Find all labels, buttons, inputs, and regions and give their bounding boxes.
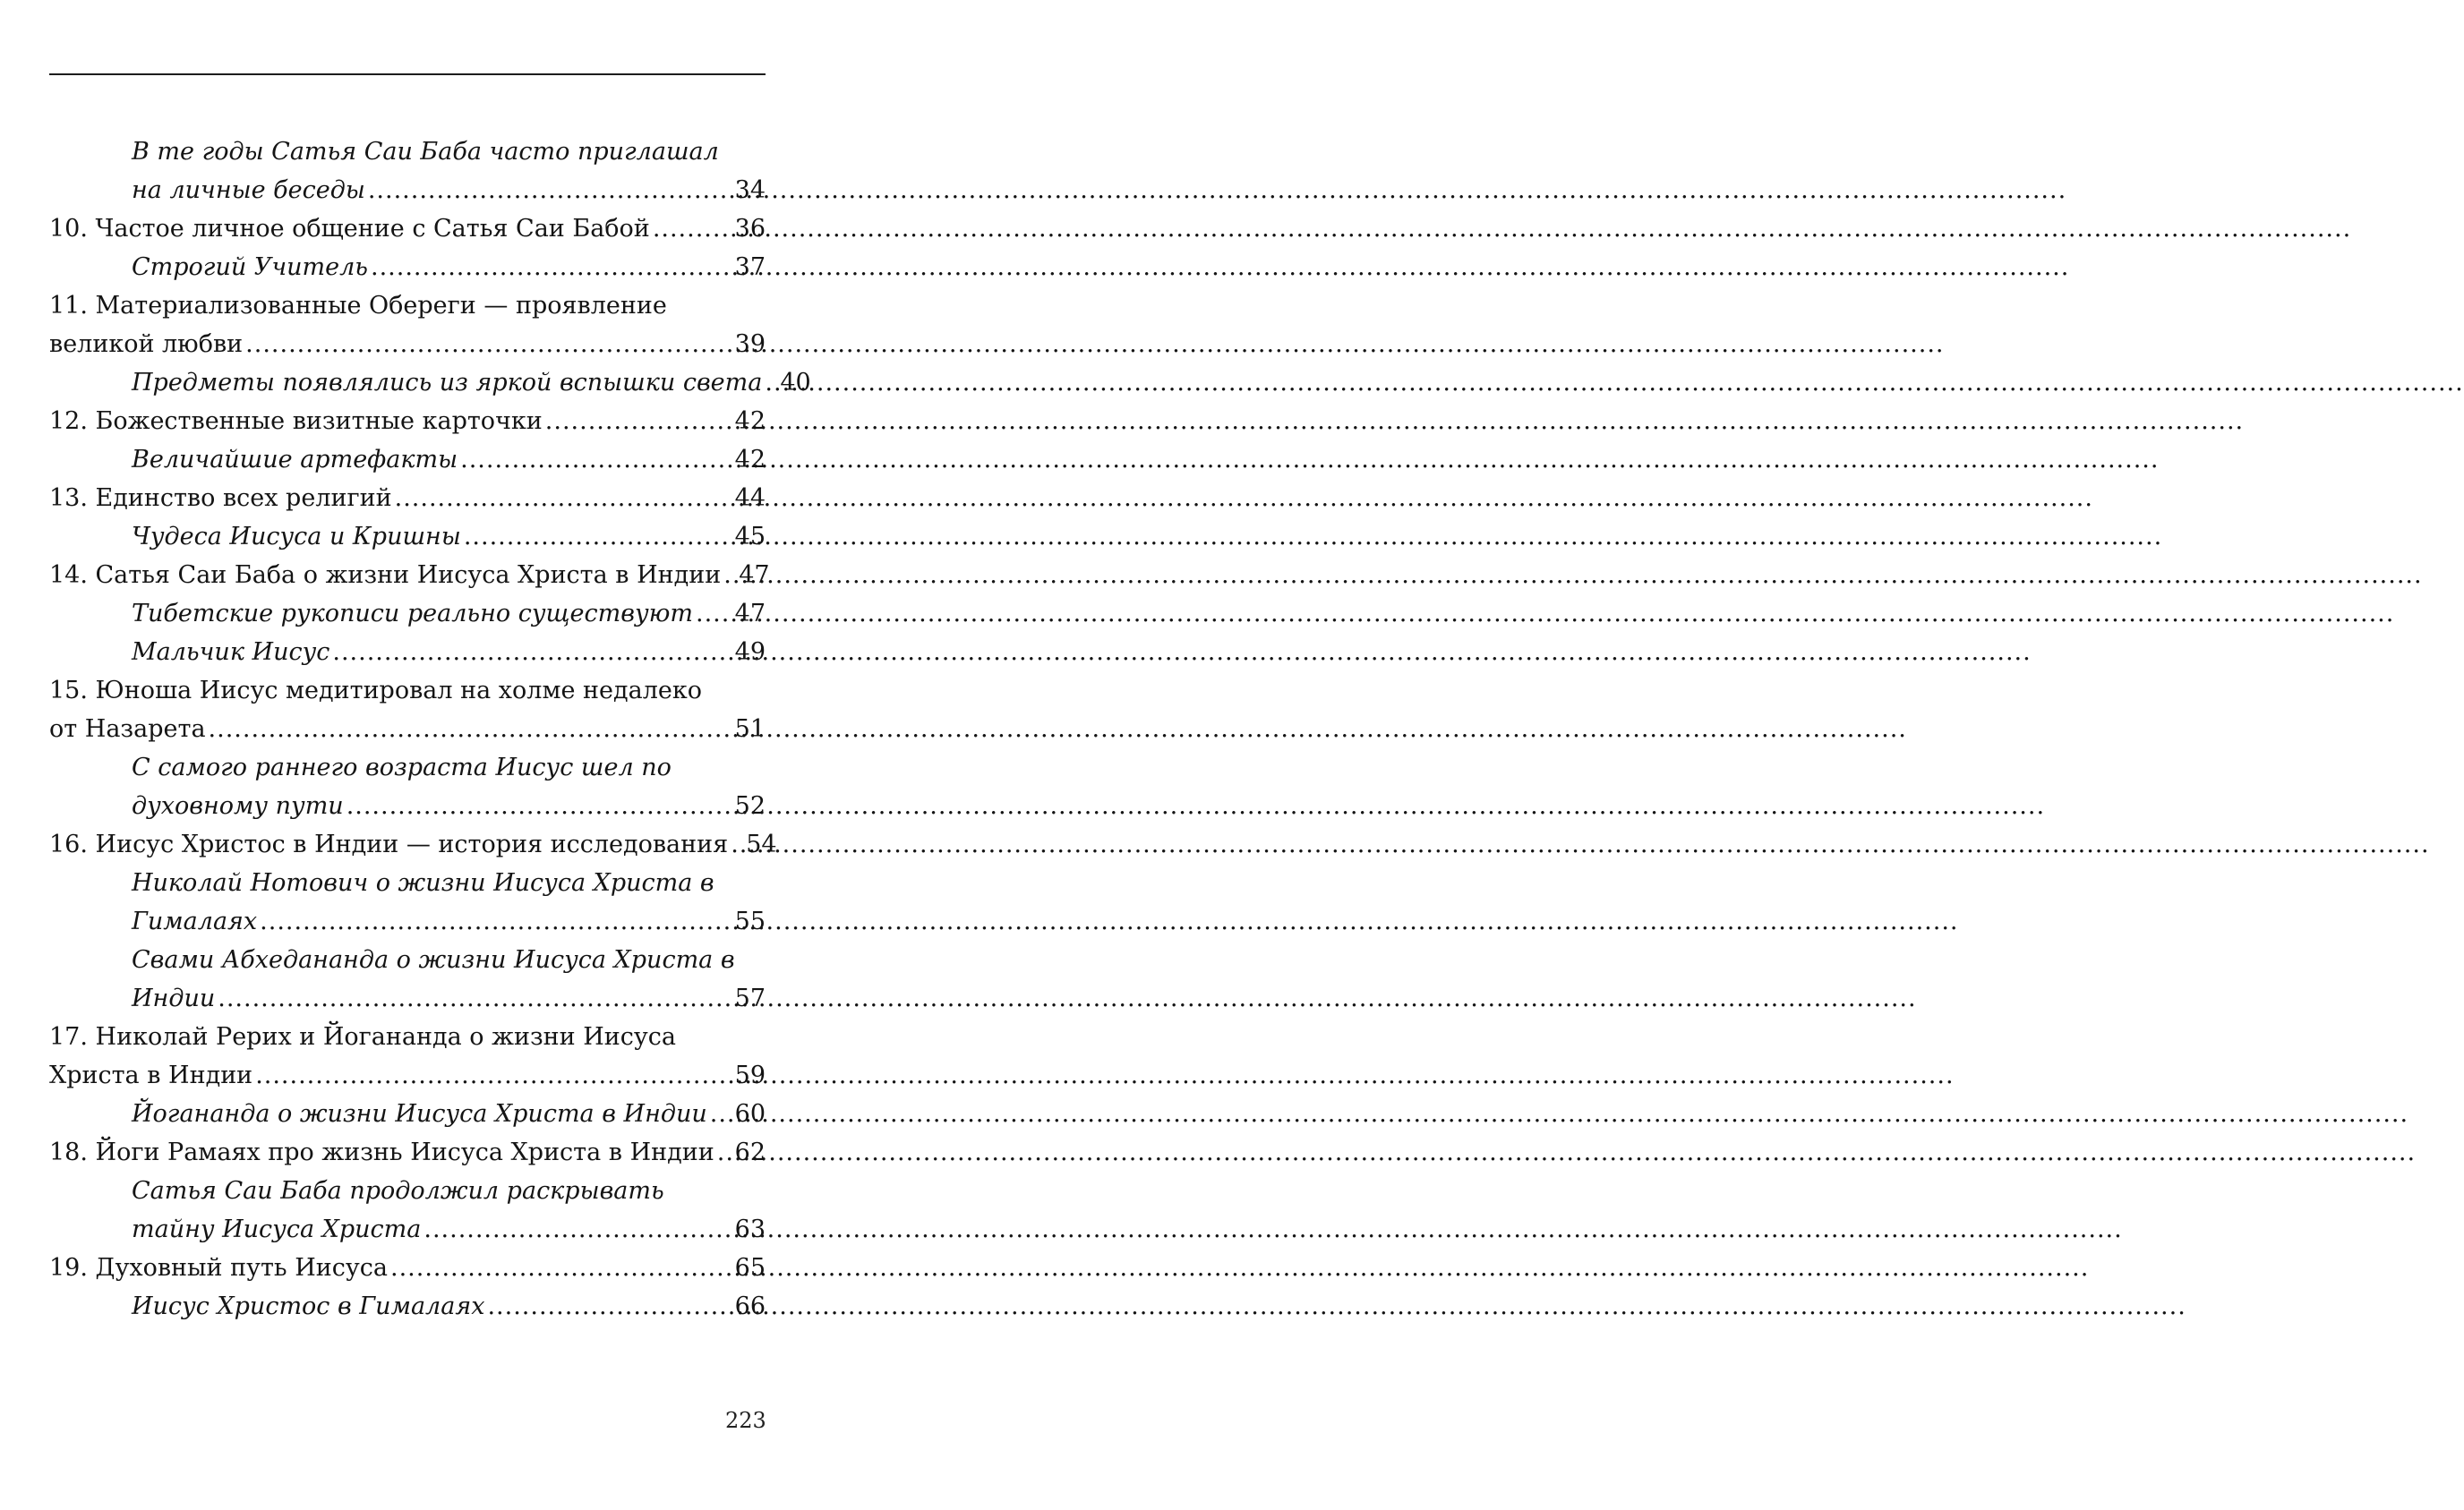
toc-entry-title: Мальчик Иисус xyxy=(132,638,330,666)
dot-leader xyxy=(255,1056,732,1095)
toc-entry-title: Свами Абхедананда о жизни Иисуса Христа в xyxy=(132,946,735,974)
toc-page-number: 44 xyxy=(734,484,766,512)
dot-leader xyxy=(545,402,732,440)
toc-page-number: 47 xyxy=(739,561,770,589)
toc-page-number: 54 xyxy=(746,831,777,858)
toc-entry-title: 11. Материализованные Обереги — проявление xyxy=(49,292,667,320)
toc-line xyxy=(49,363,811,402)
toc-chapter-entry[interactable] xyxy=(49,556,770,594)
toc-entry-title: 18. Йоги Рамаях про жизнь Иисуса Христа в Индии xyxy=(49,1139,714,1166)
toc-page-number: 34 xyxy=(734,176,766,204)
toc-page-number: 59 xyxy=(734,1062,766,1089)
dot-leader xyxy=(487,1287,732,1326)
toc-entry-title: 17. Николай Рерих и Йогананда о жизни Иисуса xyxy=(49,1023,677,1051)
toc-line xyxy=(49,748,766,787)
toc-line xyxy=(49,864,766,902)
toc-subsection-entry[interactable] xyxy=(49,132,766,209)
toc-line xyxy=(49,517,766,556)
toc-subsection-entry[interactable] xyxy=(49,864,766,941)
toc-line xyxy=(49,171,766,209)
toc-page-number: 42 xyxy=(734,446,766,473)
toc-subsection-entry[interactable] xyxy=(49,440,766,479)
toc-page-number: 45 xyxy=(734,523,766,550)
toc-entry-title: Николай Нотович о жизни Иисуса Христа в xyxy=(132,869,714,897)
toc-subsection-entry[interactable] xyxy=(49,748,766,825)
toc-line xyxy=(49,1133,766,1172)
toc-entry-title: С самого раннего возраста Иисус шел по xyxy=(132,754,672,781)
toc-entry-title: Строгий Учитель xyxy=(132,253,368,281)
toc-entry-title: 12. Божественные визитные карточки xyxy=(49,407,543,435)
dot-leader xyxy=(260,902,732,941)
toc-line xyxy=(49,479,766,517)
toc-page-number: 63 xyxy=(734,1216,766,1243)
toc-line xyxy=(49,787,766,825)
toc-entry-title: Иисус Христос в Гималаях xyxy=(132,1292,485,1320)
toc-line xyxy=(49,1056,766,1095)
toc-line xyxy=(49,1249,766,1287)
toc-entry-title: 19. Духовный путь Иисуса xyxy=(49,1254,388,1282)
toc-page-number: 62 xyxy=(734,1139,766,1166)
dot-leader xyxy=(371,248,732,286)
toc-entry-title: духовному пути xyxy=(132,792,344,820)
toc-page-number: 40 xyxy=(780,369,811,397)
toc-line xyxy=(49,248,766,286)
toc-line xyxy=(49,440,766,479)
toc-page-number: 60 xyxy=(734,1100,766,1128)
toc-entry-title: великой любви xyxy=(49,330,244,358)
toc-chapter-entry[interactable] xyxy=(49,479,766,517)
dot-leader xyxy=(346,787,732,825)
toc-entry-title: Индии xyxy=(132,985,216,1012)
dot-leader xyxy=(717,1133,732,1172)
toc-entry-title: Христа в Индии xyxy=(49,1062,253,1089)
toc-entry-title: Чудеса Иисуса и Кришны xyxy=(132,523,461,550)
toc-chapter-entry[interactable] xyxy=(49,286,766,363)
toc-entry-title: от Назарета xyxy=(49,715,206,743)
toc-page-number: 51 xyxy=(734,715,766,743)
toc-line xyxy=(49,1172,766,1210)
dot-leader xyxy=(723,556,736,594)
toc-subsection-entry[interactable] xyxy=(49,633,766,671)
toc-subsection-entry[interactable] xyxy=(49,363,811,402)
header-rule xyxy=(49,73,766,75)
toc-subsection-entry[interactable] xyxy=(49,1172,766,1249)
toc-line xyxy=(49,402,766,440)
toc-subsection-entry[interactable] xyxy=(49,594,766,633)
toc-line xyxy=(49,902,766,941)
toc-line xyxy=(49,979,766,1018)
toc-page-number: 49 xyxy=(734,638,766,666)
toc-page-number: 65 xyxy=(734,1254,766,1282)
toc-line xyxy=(49,132,766,171)
toc-page-number: 36 xyxy=(734,215,766,243)
toc-entry-title: 15. Юноша Иисус медитировал на холме недалеко xyxy=(49,677,702,704)
toc-subsection-entry[interactable] xyxy=(49,1287,766,1326)
toc-entry-title: Сатья Саи Баба продолжил раскрывать xyxy=(132,1177,664,1205)
dot-leader xyxy=(424,1210,732,1249)
toc-page-number: 37 xyxy=(734,253,766,281)
toc-chapter-entry[interactable] xyxy=(49,402,766,440)
toc-entry-title: тайну Иисуса Христа xyxy=(132,1216,422,1243)
toc-chapter-entry[interactable] xyxy=(49,825,777,864)
toc-subsection-entry[interactable] xyxy=(49,1095,766,1133)
toc-line xyxy=(49,209,766,248)
toc-entry-title: 10. Частое личное общение с Сатья Саи Бабой xyxy=(49,215,650,243)
dot-leader xyxy=(390,1249,732,1287)
toc-subsection-entry[interactable] xyxy=(49,941,766,1018)
toc-chapter-entry[interactable] xyxy=(49,1133,766,1172)
toc-entry-title: Гималаях xyxy=(132,908,258,935)
toc-page-number: 39 xyxy=(734,330,766,358)
toc-line xyxy=(49,1287,766,1326)
dot-leader xyxy=(245,325,732,363)
toc-entry-title: на личные беседы xyxy=(132,176,365,204)
dot-leader xyxy=(368,171,732,209)
toc-line xyxy=(49,286,766,325)
toc-chapter-entry[interactable] xyxy=(49,1018,766,1095)
toc-line xyxy=(49,1095,766,1133)
toc-page-number: 52 xyxy=(734,792,766,820)
toc-page-number: 42 xyxy=(734,407,766,435)
toc-chapter-entry[interactable] xyxy=(49,671,766,748)
dot-leader xyxy=(332,633,732,671)
toc-entry-title: Величайшие артефакты xyxy=(132,446,458,473)
toc-line xyxy=(49,1210,766,1249)
toc-entry-title: Йогананда о жизни Иисуса Христа в Индии xyxy=(132,1100,707,1128)
dot-leader xyxy=(395,479,732,517)
toc-chapter-entry[interactable] xyxy=(49,209,766,248)
toc-page-number: 55 xyxy=(734,908,766,935)
dot-leader xyxy=(653,209,732,248)
toc-entry-title: 16. Иисус Христос в Индии — история исследования xyxy=(49,831,729,858)
dot-leader xyxy=(460,440,732,479)
toc-entry-title: 13. Единство всех религий xyxy=(49,484,392,512)
toc-page-number: 57 xyxy=(734,985,766,1012)
dot-leader xyxy=(696,594,732,633)
toc-line xyxy=(49,710,766,748)
toc-line xyxy=(49,633,766,671)
toc-entry-title: Предметы появлялись из яркой вспышки света xyxy=(132,369,763,397)
toc-line xyxy=(49,594,766,633)
toc-chapter-entry[interactable] xyxy=(49,1249,766,1287)
toc-page-number: 66 xyxy=(734,1292,766,1320)
toc-page-number: 47 xyxy=(734,600,766,627)
toc-entry-title: 14. Сатья Саи Баба о жизни Иисуса Христа в Индии xyxy=(49,561,722,589)
toc-entry-title: В те годы Сатья Саи Баба часто приглашал xyxy=(132,138,719,166)
toc-line xyxy=(49,325,766,363)
dot-leader xyxy=(731,825,743,864)
book-page xyxy=(0,0,895,1510)
toc-subsection-entry[interactable] xyxy=(49,517,766,556)
dot-leader xyxy=(464,517,732,556)
toc-line xyxy=(49,941,766,979)
toc-subsection-entry[interactable] xyxy=(49,248,766,286)
toc-line xyxy=(49,1018,766,1056)
dot-leader xyxy=(209,710,732,748)
toc-entry-title: Тибетские рукописи реально существуют xyxy=(132,600,693,627)
table-of-contents xyxy=(49,132,811,1326)
dot-leader xyxy=(710,1095,732,1133)
toc-line xyxy=(49,556,770,594)
toc-line xyxy=(49,671,766,710)
dot-leader xyxy=(218,979,732,1018)
dot-leader xyxy=(765,363,777,402)
page-number: 223 xyxy=(725,1408,766,1433)
toc-line xyxy=(49,825,777,864)
